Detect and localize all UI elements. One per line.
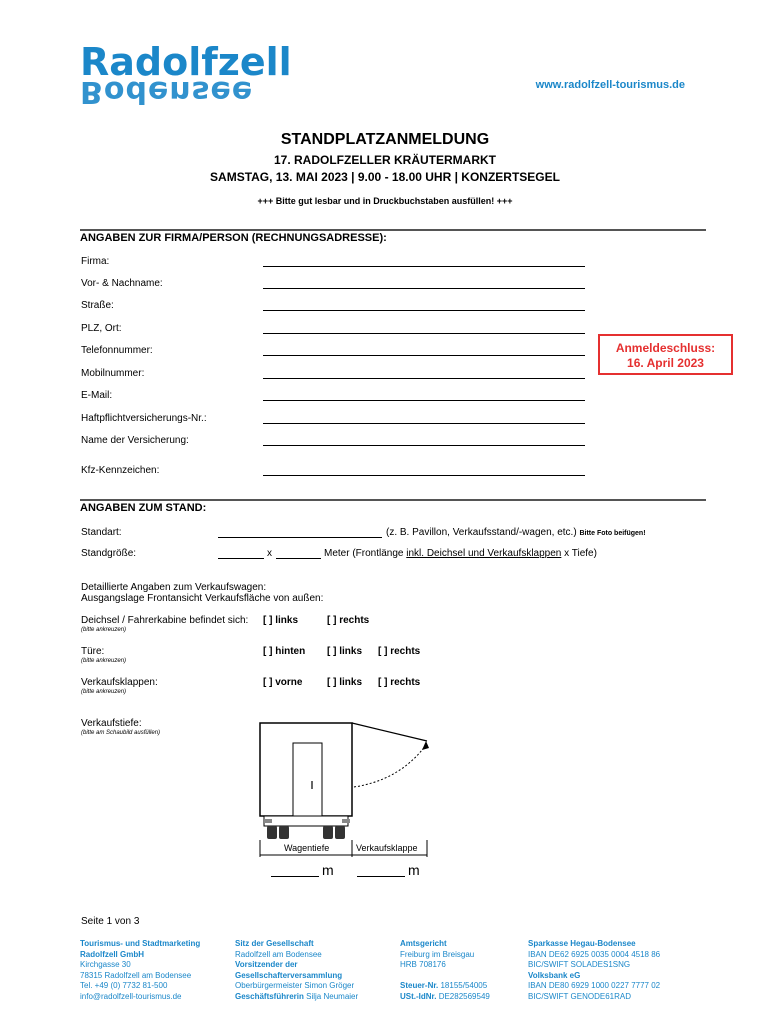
footer-sitz-heading: Sitz der Gesellschaft	[235, 939, 314, 948]
website-link[interactable]: www.radolfzell-tourismus.de	[535, 79, 685, 91]
wheel-icon	[279, 826, 289, 839]
frontlaenge-input-line[interactable]	[218, 558, 264, 559]
wheel-icon	[323, 826, 333, 839]
plz-ort-input-line[interactable]	[263, 333, 585, 334]
opening-arc	[354, 745, 426, 787]
field-label-strasse: Straße:	[81, 300, 114, 311]
section-heading-firma: ANGABEN ZUR FIRMA/PERSON (RECHNUNGSADRESSE):	[80, 232, 387, 244]
firma-input-line[interactable]	[263, 266, 585, 267]
haftpflicht-input-line[interactable]	[263, 423, 585, 424]
footer-bank1-name: Sparkasse Hegau-Bodensee	[528, 939, 636, 948]
klappen-links-checkbox[interactable]: [ ] links	[327, 677, 363, 688]
chassis-detail	[342, 819, 350, 823]
footer-amtsgericht-city: Freiburg im Breisgau	[400, 949, 475, 959]
deichsel-label: Deichsel / Fahrerkabine befindet sich:	[81, 615, 249, 626]
footer-steuer-heading: Steuer-Nr.	[400, 981, 439, 990]
field-label-haftpflicht: Haftpflichtversicherungs-Nr.:	[81, 413, 207, 424]
size-x: x	[267, 548, 272, 559]
page-number: Seite 1 von 3	[81, 916, 140, 927]
telefon-input-line[interactable]	[263, 355, 585, 356]
section-rule	[80, 499, 706, 501]
wagentiefe-input-line[interactable]	[271, 876, 319, 877]
field-label-name: Vor- & Nachname:	[81, 278, 163, 289]
footer-ust-heading: USt.-IdNr.	[400, 991, 437, 1001]
detail-heading: Detaillierte Angaben zum Verkaufswagen:	[81, 582, 267, 593]
email-input-line[interactable]	[263, 400, 585, 401]
wagentiefe-label: Wagentiefe	[284, 843, 330, 853]
section-rule	[80, 229, 706, 231]
deadline-notice	[598, 334, 733, 375]
field-label-firma: Firma:	[81, 256, 110, 267]
footer-hrb: HRB 708176	[400, 960, 446, 969]
size-underlined-text: inkl. Deichsel und Verkaufsklappen	[406, 548, 562, 559]
verkaufsklappe-unit: m	[408, 862, 420, 878]
footer-phone: Tel. +49 (0) 7732 81-500	[80, 981, 168, 990]
tuere-hinten-checkbox[interactable]: [ ] hinten	[263, 646, 306, 657]
standart-hint	[386, 527, 646, 538]
footer-bank2-bic: BIC/SWIFT GENODE61RAD	[528, 991, 631, 1001]
logo-mirror-text: Bodensee	[80, 74, 254, 109]
verkaufstiefe-label: Verkaufstiefe:	[81, 718, 142, 729]
footer-city: 78315 Radolfzell am Bodensee	[80, 970, 192, 980]
deadline-date: 16. April 2023	[627, 356, 704, 370]
wheel-icon	[267, 826, 277, 839]
chassis-detail	[264, 819, 272, 823]
versicherung-input-line[interactable]	[263, 445, 585, 446]
standart-hint-text: (z. B. Pavillon, Verkaufsstand/-wagen, etc.)	[386, 527, 577, 538]
verkaufsklappe-line	[352, 723, 427, 741]
field-label-mobil: Mobilnummer:	[81, 368, 145, 379]
footer-vorsitz-value: Oberbürgermeister Simon Gröger	[235, 981, 355, 990]
footer-bank1-bic: BIC/SWIFT SOLADES1SNG	[528, 960, 631, 969]
arrow-head	[422, 741, 429, 750]
field-label-standgroesse: Standgröße:	[81, 548, 137, 559]
klappen-vorne-checkbox[interactable]: [ ] vorne	[263, 677, 303, 688]
logo-wordmark: Radolfzell	[80, 40, 292, 84]
event-date: SAMSTAG, 13. MAI 2023 | 9.00 - 18.00 UHR | KONZERTSEGEL	[210, 170, 560, 184]
detail-subheading: Ausgangslage Frontansicht Verkaufsfläche von außen:	[81, 593, 324, 604]
wagentiefe-unit: m	[322, 862, 334, 878]
field-label-kfz: Kfz-Kennzeichen:	[81, 465, 160, 476]
footer-ust-value: DE282569549	[438, 991, 490, 1001]
footer-bank2-name: Volksbank eG	[528, 970, 581, 980]
ankreuzen-hint: (bitte ankreuzen)	[81, 627, 127, 633]
verkaufsklappe-input-line[interactable]	[357, 876, 405, 877]
footer-gf-heading: Geschäftsführerin	[235, 991, 304, 1001]
footer-gf-value: Silja Neumaier	[306, 991, 359, 1001]
footer-email[interactable]: info@radolfzell-tourismus.de	[80, 991, 182, 1001]
footer-company-line2: Radolfzell GmbH	[80, 949, 145, 959]
verkaufstiefe-hint: (bitte am Schaubild ausfüllen)	[81, 730, 161, 736]
footer-bank1-iban: IBAN DE62 6925 0035 0004 4518 86	[528, 949, 661, 959]
field-label-standart: Standart:	[81, 527, 122, 538]
standart-input-line[interactable]	[218, 537, 382, 538]
deichsel-rechts-checkbox[interactable]: [ ] rechts	[327, 615, 370, 626]
size-meter-text: Meter (Frontlänge	[324, 548, 404, 559]
size-tail-text: x Tiefe)	[564, 548, 597, 559]
photo-note: Bitte Foto beifügen!	[579, 530, 646, 537]
verkaufsklappe-label: Verkaufsklappe	[356, 843, 418, 853]
footer-amtsgericht-heading: Amtsgericht	[400, 939, 447, 948]
footer-company-line1: Tourismus- und Stadtmarketing	[80, 939, 201, 948]
footer-col-amtsgericht	[400, 939, 490, 1002]
deadline-label: Anmeldeschluss:	[615, 341, 716, 355]
wagen-door	[293, 743, 322, 816]
footer-steuer-value: 18155/54005	[440, 981, 488, 990]
strasse-input-line[interactable]	[263, 310, 585, 311]
kfz-input-line[interactable]	[263, 475, 585, 476]
size-description	[324, 548, 597, 559]
tiefe-input-line[interactable]	[276, 558, 321, 559]
mobil-input-line[interactable]	[263, 378, 585, 379]
event-title: 17. RADOLFZELLER KRÄUTERMARKT	[274, 153, 496, 167]
deichsel-links-checkbox[interactable]: [ ] links	[263, 615, 299, 626]
field-label-versicherung: Name der Versicherung:	[81, 435, 189, 446]
chassis	[264, 816, 348, 826]
footer-col-bank	[528, 939, 660, 1002]
ankreuzen-hint: (bitte ankreuzen)	[81, 658, 127, 664]
footer-col-gesellschaft	[235, 939, 385, 1002]
section-heading-stand: ANGABEN ZUM STAND:	[80, 502, 207, 514]
ankreuzen-hint: (bitte ankreuzen)	[81, 689, 127, 695]
footer-sitz-value: Radolfzell am Bodensee	[235, 949, 322, 959]
tuere-label: Türe:	[81, 646, 105, 657]
footer-col-company	[80, 939, 200, 1002]
tuere-links-checkbox[interactable]: [ ] links	[327, 646, 363, 657]
footer-street: Kirchgasse 30	[80, 960, 131, 969]
page-title: STANDPLATZANMELDUNG	[280, 131, 490, 148]
klappen-rechts-checkbox[interactable]: [ ] rechts	[378, 677, 421, 688]
footer-bank2-iban: IBAN DE80 6929 1000 0227 7777 02	[528, 981, 661, 990]
name-input-line[interactable]	[263, 288, 585, 289]
field-label-telefon: Telefonnummer:	[81, 345, 153, 356]
instruction-text: +++ Bitte gut lesbar und in Druckbuchstaben ausfüllen! +++	[257, 196, 513, 206]
wheel-icon	[335, 826, 345, 839]
footer-vorsitz-heading: Vorsitzender der Gesellschafterversammlung	[235, 960, 343, 980]
field-label-plz-ort: PLZ, Ort:	[81, 323, 122, 334]
klappen-label: Verkaufsklappen:	[81, 677, 158, 688]
field-label-email: E-Mail:	[81, 390, 113, 401]
tuere-rechts-checkbox[interactable]: [ ] rechts	[378, 646, 421, 657]
